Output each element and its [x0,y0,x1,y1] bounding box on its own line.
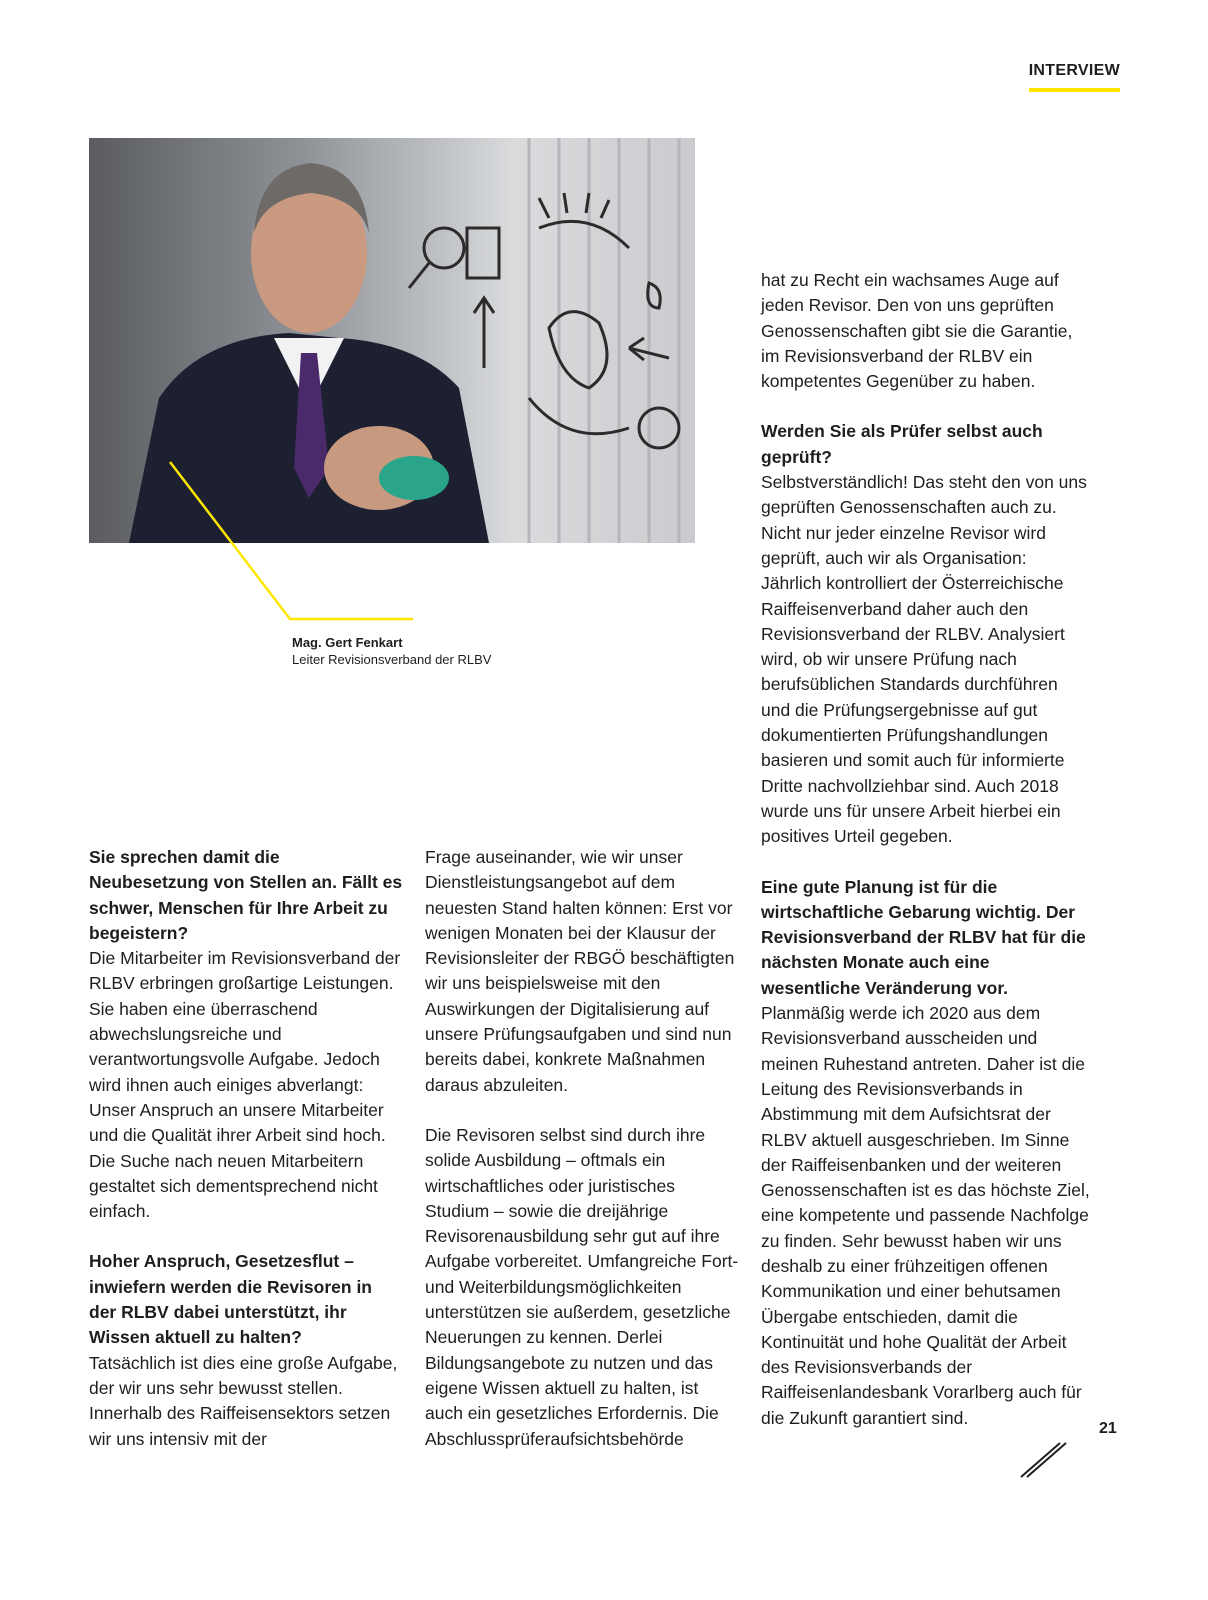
photo-caption [292,634,491,668]
column-1 [89,845,404,1452]
question: Sie sprechen damit die Neubesetzung von Stellen an. Fällt es schwer, Menschen für Ihre Arbeit zu begeistern? [89,847,403,943]
caption-role: Leiter Revisionsverband der RLBV [292,652,492,667]
answer: Tatsächlich ist dies eine große Aufgabe, der wir uns sehr bewusst stellen. Innerhalb des Raiffeisensektors setzen wir uns intensiv mit der [89,1352,398,1449]
column-3 [761,268,1091,1431]
question: Hoher Anspruch, Gesetzesflut – inwiefern werden die Revisoren in der RLBV dabei unterstützt, ihr Wissen aktuell zu halten? [89,1251,372,1348]
answer: Planmäßig werde ich 2020 aus dem Revisionsverband ausscheiden und meinen Ruhestand antreten. Daher ist die Leitung des Revisionsverbands in Abstimmung mit dem Aufsichtsrat der RLBV aktuell ausgeschrieben. Im Sinne der Raiffeisenbanken und der weiteren Genossenschaften ist es das höchste Ziel, eine kompetente und passende Nachfolge zu finden. Sehr bewusst haben wir uns deshalb zu einer frühzeitigen offenen Kommunikation und einer behutsamen Übergabe entschieden, damit die Kontinuität und hohe Qualität der Arbeit des Revisionsverbands der Raiffeisenlandesbank Vorarlberg auch für die Zukunft garantiert sind. [761,1003,1090,1428]
column-2 [425,845,740,1452]
question: Eine gute Planung ist für die wirtschaftliche Gebarung wichtig. Der Revisionsverband der RLBV hat für die nächsten Monate auch eine wesentliche Veränderung vor. [761,876,1086,998]
page-number: 21 [1099,1420,1117,1437]
answer: Selbstverständlich! Das steht den von uns geprüften Genossenschaften auch zu. Nicht nur jeder einzelne Revisor wird geprüft, auch wir als Organisation: Jährlich kontrolliert der Österreichische Raiffeisenverband daher auch den Revisionsverband der RLBV. Analysiert wird, ob wir unsere Prüfung nach berufsüblichen Standards durchführen und die Prüfungsergebnisse auf gut dokumentierten Prüfungshandlungen basieren und somit auch für informierte Dritte nachvollziehbar sind. Auch 2018 wurde uns für unsere Arbeit hierbei ein positives Urteil gegeben. [761,472,1087,847]
answer: Die Mitarbeiter im Revisionsverband der RLBV erbringen großartige Leistungen. Sie haben eine überraschend abwechslungsreiche und verantwortungsvolle Aufgabe. Jedoch wird ihnen auch einiges abverlangt: Unser Anspruch an unsere Mitarbeiter und die Qualität ihrer Arbeit sind hoch. Die Suche nach neuen Mitarbeitern gestaltet sich dementsprechend nicht einfach. [89,948,401,1222]
paragraph: Die Revisoren selbst sind durch ihre solide Ausbildung – oftmals ein wirtschaftliches oder juristisches Studium – sowie die dreijährige Revisorenausbildung sehr gut auf ihre Aufgabe vorbereitet. Umfangreiche Fort- und Weiterbildungsmöglichkeiten unterstützen sie außerdem, gesetzliche Neuerungen zu kennen. Derlei Bildungsangebote zu nutzen und das eigene Wissen aktuell zu halten, ist auch ein gesetzliches Erfordernis. Die Abschlussprüferaufsichtsbehörde [425,1124,739,1449]
caption-name: Mag. Gert Fenkart [292,635,403,650]
slash-mark-icon [1018,1440,1068,1480]
paragraph: Frage auseinander, wie wir unser Dienstleistungsangebot auf dem neuesten Stand halten können: Erst vor wenigen Monaten bei der Klausur der Revisionsleiter der RBGÖ beschäftigten wir uns beispielsweise mit den Auswirkungen der Digitalisierung auf unsere Prüfungsaufgaben und sind nun bereits dabei, konkrete Maßnahmen daraus abzuleiten. [425,847,735,1095]
paragraph: hat zu Recht ein wachsames Auge auf jeden Revisor. Den von uns geprüften Genossenschaften gibt sie die Garantie, im Revisionsverband der RLBV ein kompetentes Gegenüber zu haben. [761,270,1073,392]
section-label: INTERVIEW [1029,62,1120,92]
question: Werden Sie als Prüfer selbst auch geprüft? [761,421,1043,467]
